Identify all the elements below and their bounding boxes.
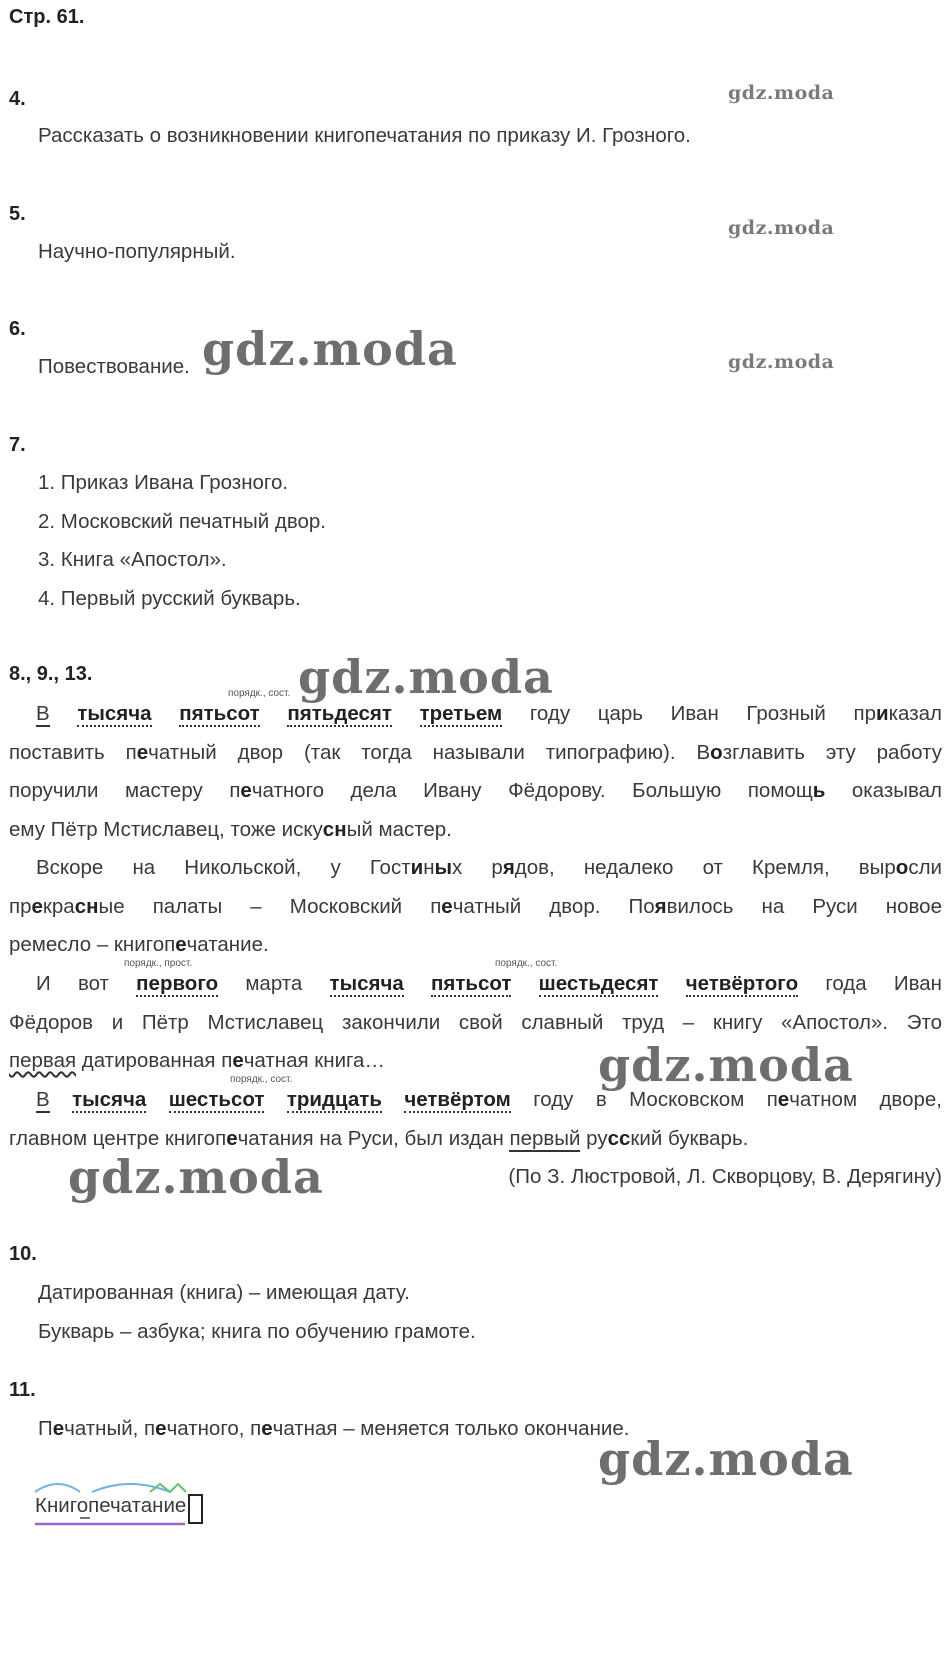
text-line: первая датированная печатная книга… bbox=[9, 1049, 385, 1072]
watermark-large: gdz.moda bbox=[598, 1432, 854, 1486]
root-arc-1 bbox=[35, 1484, 80, 1492]
task-10-number: 10. bbox=[9, 1243, 37, 1265]
task-5-number: 5. bbox=[9, 203, 26, 225]
text-line: В тысяча пятьсот пятьдесят третьем году царь Иван Грозный приказал bbox=[36, 702, 942, 725]
task-11-answer: Печатный, печатного, печатная – меняется только окончание. bbox=[38, 1417, 630, 1440]
watermark-small: gdz.moda bbox=[728, 351, 835, 373]
page-label: Стр. 61. bbox=[9, 6, 85, 28]
text-line: В тысяча шестьсот тридцать четвёртом году в Московском печатном дворе, bbox=[36, 1088, 942, 1111]
watermark-small: gdz.moda bbox=[728, 82, 835, 104]
text-line: Фёдоров и Пётр Мстиславец закончили свой славный труд – книгу «Апостол». Это bbox=[9, 1011, 942, 1034]
watermark-small: gdz.moda bbox=[728, 217, 835, 239]
watermark-large: gdz.moda bbox=[298, 650, 554, 704]
text-line: И вот первого марта тысяча пятьсот шестьдесят четвёртого года Иван bbox=[36, 972, 942, 995]
text-line: ему Пётр Мстиславец, тоже искусный мастер. bbox=[9, 818, 452, 841]
text-line: поручили мастеру печатного дела Ивану Фёдорову. Большую помощь оказывал bbox=[9, 779, 943, 802]
watermark-large: gdz.moda bbox=[598, 1038, 854, 1092]
watermark-large: gdz.moda bbox=[202, 322, 458, 376]
text-line: поставить печатный двор (так тогда называли типографию). Возглавить эту работу bbox=[9, 741, 942, 764]
suffix-mark bbox=[150, 1484, 186, 1492]
task-6-answer: Повествование. bbox=[38, 355, 190, 378]
task-6-number: 6. bbox=[9, 318, 26, 340]
text-line: ремесло – книгопечатание. bbox=[9, 933, 269, 956]
list-item: 2. Московский печатный двор. bbox=[38, 510, 326, 533]
grammar-note: порядк., сост. bbox=[230, 1074, 293, 1085]
task-7-number: 7. bbox=[9, 434, 26, 456]
ending-box bbox=[188, 1494, 203, 1524]
task-8-number: 8., 9., 13. bbox=[9, 663, 93, 685]
list-item: 4. Первый русский букварь. bbox=[38, 587, 301, 610]
source-citation: (По З. Люстровой, Л. Скворцову, В. Дерягину) bbox=[508, 1165, 942, 1188]
task-5-answer: Научно-популярный. bbox=[38, 240, 236, 263]
text-line: прекрасные палаты – Московский печатный двор. Появилось на Руси новое bbox=[9, 895, 942, 918]
task-10-line: Датированная (книга) – имеющая дату. bbox=[38, 1281, 410, 1304]
task-11-number: 11. bbox=[9, 1379, 36, 1401]
grammar-note: порядк., сост. bbox=[495, 958, 558, 969]
list-item: 3. Книга «Апостол». bbox=[38, 548, 227, 571]
text-line: главном центре книгопечатания на Руси, был издан первый русский букварь. bbox=[9, 1127, 749, 1150]
grammar-note: порядк., прост. bbox=[124, 958, 193, 969]
watermark-large: gdz.moda bbox=[68, 1150, 324, 1204]
grammar-note: порядк., сост. bbox=[228, 688, 291, 699]
task-10-line: Букварь – азбука; книга по обучению грамоте. bbox=[38, 1320, 476, 1343]
task-4-answer: Рассказать о возникновении книгопечатания по приказу И. Грозного. bbox=[38, 124, 691, 147]
task-4-number: 4. bbox=[9, 88, 26, 110]
list-item: 1. Приказ Ивана Грозного. bbox=[38, 471, 289, 494]
parsed-word: Книгопечатание bbox=[35, 1494, 187, 1517]
text-line: Вскоре на Никольской, у Гостиных рядов, недалеко от Кремля, выросли bbox=[36, 856, 942, 879]
